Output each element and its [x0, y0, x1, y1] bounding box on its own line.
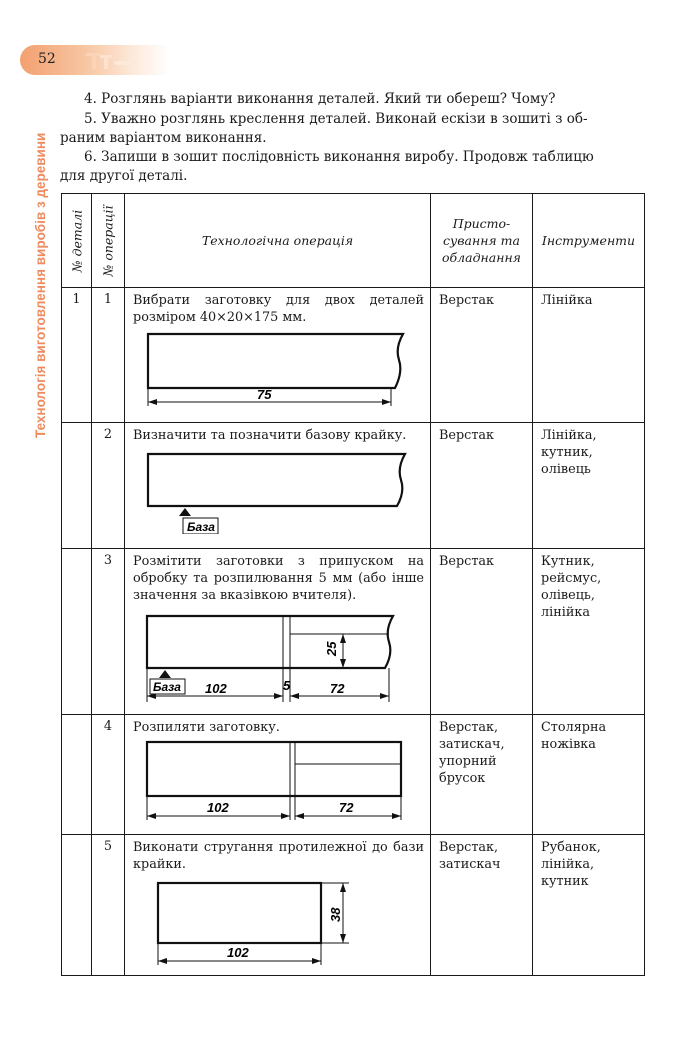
task-5-text-line1: 5. Уважно розглянь креслення деталей. Виконай ескізи в зошиті з об- — [84, 111, 588, 127]
equipment-cell: Верстак — [431, 549, 533, 715]
operation-number: 5 — [92, 835, 125, 976]
equipment-cell: Верстак — [431, 288, 533, 423]
operation-text: Виконати стругання протилежної до бази крайки. — [133, 840, 424, 872]
page-number: 52 — [38, 51, 56, 67]
table-row — [62, 549, 645, 715]
operation-cell — [125, 288, 431, 423]
tools-cell: Лінійка — [533, 288, 645, 423]
equipment-cell: Верстак, затискач — [431, 835, 533, 976]
tools-cell: Кутник, рейсмус, олівець, лінійка — [533, 549, 645, 715]
part-number: 1 — [62, 288, 92, 423]
operation-text: Визначити та позначити базову крайку. — [133, 428, 407, 443]
drawing-workpiece — [133, 326, 423, 406]
publisher-logo-icon — [82, 47, 142, 73]
dim-height: 38 — [328, 907, 343, 922]
tools-cell: Рубанок, лінійка, кутник — [533, 835, 645, 976]
drawing-sawing — [133, 736, 423, 826]
base-label: База — [153, 680, 181, 694]
header-tools: Інструменти — [533, 194, 645, 288]
task-5-text-line2: раним варіантом виконання. — [60, 130, 267, 146]
dim-part-b: 72 — [330, 681, 345, 696]
operations-table — [61, 193, 645, 976]
tools-cell: Лінійка, кутник, олівець — [533, 423, 645, 549]
header-part-no: № деталі — [62, 194, 92, 288]
table-row — [62, 715, 645, 835]
operation-text: Розпиляти заготовку. — [133, 720, 280, 735]
task-6-text-line1: 6. Запиши в зошит послідовність виконання виробу. Продовж таблицю — [84, 149, 594, 165]
header-equipment: Присто-сування та обладнання — [431, 194, 533, 288]
task-6 — [60, 148, 644, 186]
part-number — [62, 835, 92, 976]
drawing-base-edge — [133, 444, 423, 534]
operation-number: 2 — [92, 423, 125, 549]
operation-text: Вибрати заготовку для двох деталей розміром 40×20×175 мм. — [133, 293, 424, 325]
task-4 — [60, 90, 644, 109]
operation-cell — [125, 715, 431, 835]
table-row — [62, 835, 645, 976]
drawing-planing — [133, 873, 423, 969]
header-op-no: № операції — [92, 194, 125, 288]
dim-part-a: 102 — [205, 681, 227, 696]
operation-cell — [125, 423, 431, 549]
operation-text: Розмітити заготовки з припуском на обробку та розпилювання 5 мм (або інше значення за вказівкою вчителя). — [133, 554, 424, 603]
header-operation: Технологічна операція — [125, 194, 431, 288]
dim-length: 75 — [257, 387, 272, 402]
operation-number: 1 — [92, 288, 125, 423]
dim-part-a: 102 — [207, 800, 229, 815]
dim-height: 25 — [324, 641, 339, 656]
equipment-cell: Верстак — [431, 423, 533, 549]
task-4-text: 4. Розглянь варіанти виконання деталей. Який ти обереш? Чому? — [84, 91, 556, 107]
part-number — [62, 549, 92, 715]
dim-gap: 5 — [283, 678, 291, 693]
operation-number: 4 — [92, 715, 125, 835]
operation-cell — [125, 835, 431, 976]
dim-part-a: 102 — [227, 945, 249, 960]
section-side-title: Технологія виготовлення виробів з деревини — [33, 132, 48, 438]
part-number — [62, 715, 92, 835]
operation-number: 3 — [92, 549, 125, 715]
base-label: База — [187, 520, 215, 534]
table-row — [62, 288, 645, 423]
part-number — [62, 423, 92, 549]
operation-cell — [125, 549, 431, 715]
task-6-text-line2: для другої деталі. — [60, 168, 188, 184]
dim-part-b: 72 — [339, 800, 354, 815]
task-5 — [60, 110, 644, 148]
drawing-marking — [133, 604, 423, 704]
table-row — [62, 423, 645, 549]
tools-cell: Столярна ножівка — [533, 715, 645, 835]
table-header-row — [62, 194, 645, 288]
equipment-cell: Верстак, затискач, упорний брусок — [431, 715, 533, 835]
